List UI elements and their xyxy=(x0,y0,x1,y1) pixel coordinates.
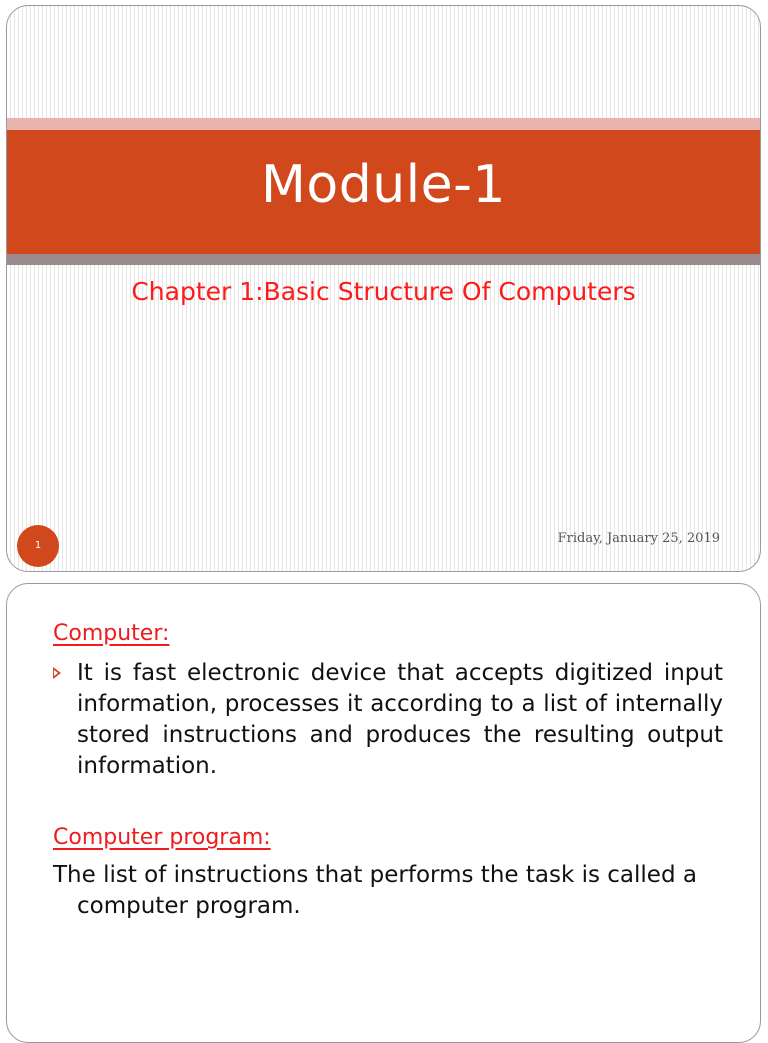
title-slide xyxy=(6,5,761,572)
heading-computer-program: Computer program: xyxy=(53,825,271,850)
slide-title: Module-1 xyxy=(261,155,506,215)
arrow-bullet-icon xyxy=(53,667,61,679)
slide-number-badge: 1 xyxy=(17,525,59,567)
accent-strip-bottom xyxy=(7,254,760,265)
program-definition: The list of instructions that performs the task is called a computer program. xyxy=(53,862,697,919)
accent-strip-top xyxy=(7,118,760,130)
heading-computer: Computer: xyxy=(53,621,170,646)
slide-subtitle: Chapter 1:Basic Structure Of Computers xyxy=(131,277,636,306)
bullet-text: It is fast electronic device that accepts digitized input information, processes it according to a list of internally stored instructions and produces the resulting output information. xyxy=(77,660,723,779)
content-slide xyxy=(6,583,761,1043)
slide-date: Friday, January 25, 2019 xyxy=(557,531,720,546)
bullet-item xyxy=(53,658,723,782)
